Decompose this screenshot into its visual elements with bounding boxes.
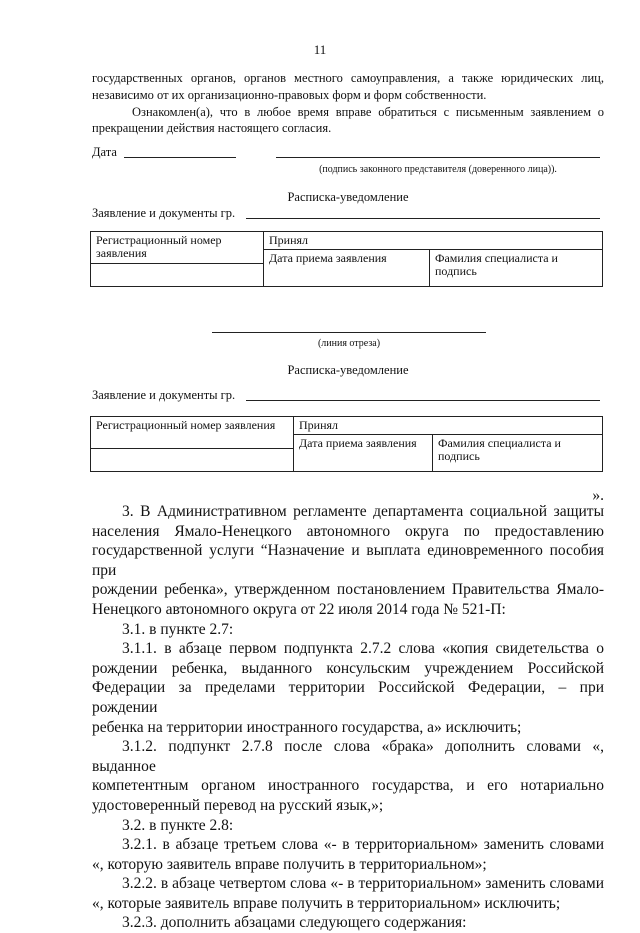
date-accept-header: Дата приема заявления (294, 435, 433, 472)
para-3-line-5: Ненецкого автономного округа от 22 июля 2014 года № 521-П: (92, 600, 506, 618)
receipt-1-docs-label: Заявление и документы гр. (92, 206, 236, 220)
accepted-header: Принял (264, 232, 603, 250)
specialist-header: Фамилия специалиста и подпись (430, 250, 603, 287)
reg-number-header: Регистрационный номер заявления (91, 417, 294, 449)
receipt-2-table (90, 416, 603, 472)
page-number: 11 (313, 42, 327, 57)
signature-caption: (подпись законного представителя (доверенного лица)). (319, 164, 557, 175)
reg-number-cell (91, 264, 264, 287)
para-3-2-1-line-2: «, которую заявитель вправе получить в территориальном»; (92, 855, 487, 873)
para-3-2-3: 3.2.3. дополнить абзацами следующего содержания: (122, 914, 467, 932)
para-3-1-1-line-2: рождении ребенка, выданного консульским учреждением Российской (92, 659, 604, 677)
para-3-line-2: населения Ямало-Ненецкого автономного округа по предоставлению (92, 522, 604, 540)
cut-line (212, 332, 486, 333)
main-body (92, 502, 604, 933)
para-3-1-1-line-4: ребенка на территории иностранного государства, а» исключить; (92, 718, 522, 736)
receipt-1-docs-line (246, 218, 600, 219)
reg-number-header: Регистрационный номер заявления (91, 232, 264, 264)
intro-line-1: государственных органов, органов местного самоуправления, а также юридических лиц, (92, 71, 604, 85)
specialist-header: Фамилия специалиста и подпись (433, 435, 603, 472)
accepted-header: Принял (294, 417, 603, 435)
para-3-line-1: 3. В Административном регламенте департамента социальной защиты (122, 503, 604, 520)
date-line (124, 157, 236, 158)
para-3-1-2-line-1: 3.1.2. подпункт 2.7.8 после слова «брака» дополнить словами «, выданное (92, 738, 604, 775)
signature-line (276, 157, 600, 158)
intro-line-4: прекращении действия настоящего согласия. (92, 121, 332, 135)
intro-line-2: независимо от их организационно-правовых форм и форм собственности. (92, 88, 487, 102)
receipt-1-title: Расписка-уведомление (287, 190, 409, 204)
receipt-2-docs-label: Заявление и документы гр. (92, 388, 236, 402)
para-3-1-1-line-3: Федерации за пределами территории Российской Федерации, – при рождении (92, 679, 604, 716)
receipt-1-table (90, 231, 603, 287)
para-3-1: 3.1. в пункте 2.7: (122, 620, 234, 638)
para-3-2-2-line-2: «, которые заявитель вправе получить в территориальном» исключить; (92, 894, 561, 912)
cut-caption: (линия отреза) (317, 338, 381, 349)
receipt-2-docs-line (246, 400, 600, 401)
closing-quote: ». (592, 487, 604, 504)
para-3-1-1-line-1: 3.1.1. в абзаце первом подпункта 2.7.2 слова «копия свидетельства о (122, 640, 604, 658)
intro-line-3: Ознакомлен(а), что в любое время вправе обратиться с письменным заявлением о (132, 105, 604, 119)
para-3-2-2-line-1: 3.2.2. в абзаце четвертом слова «- в территориальном» заменить словами (122, 875, 604, 893)
reg-number-cell (91, 449, 294, 472)
receipt-2-title: Расписка-уведомление (287, 363, 409, 377)
date-label: Дата (92, 145, 117, 159)
para-3-1-2-line-3: удостоверенный перевод на русский язык,»; (92, 796, 384, 814)
para-3-line-3: государственной услуги “Назначение и выплата единовременного пособия при (92, 542, 604, 579)
para-3-2: 3.2. в пункте 2.8: (122, 816, 234, 834)
para-3-1-2-line-2: компетентным органом иностранного государства, и его нотариально (92, 777, 604, 795)
para-3-line-4: рождении ребенка», утвержденном постановлением Правительства Ямало- (92, 581, 604, 599)
date-accept-header: Дата приема заявления (264, 250, 430, 287)
para-3-2-1-line-1: 3.2.1. в абзаце третьем слова «- в территориальном» заменить словами (122, 836, 604, 854)
